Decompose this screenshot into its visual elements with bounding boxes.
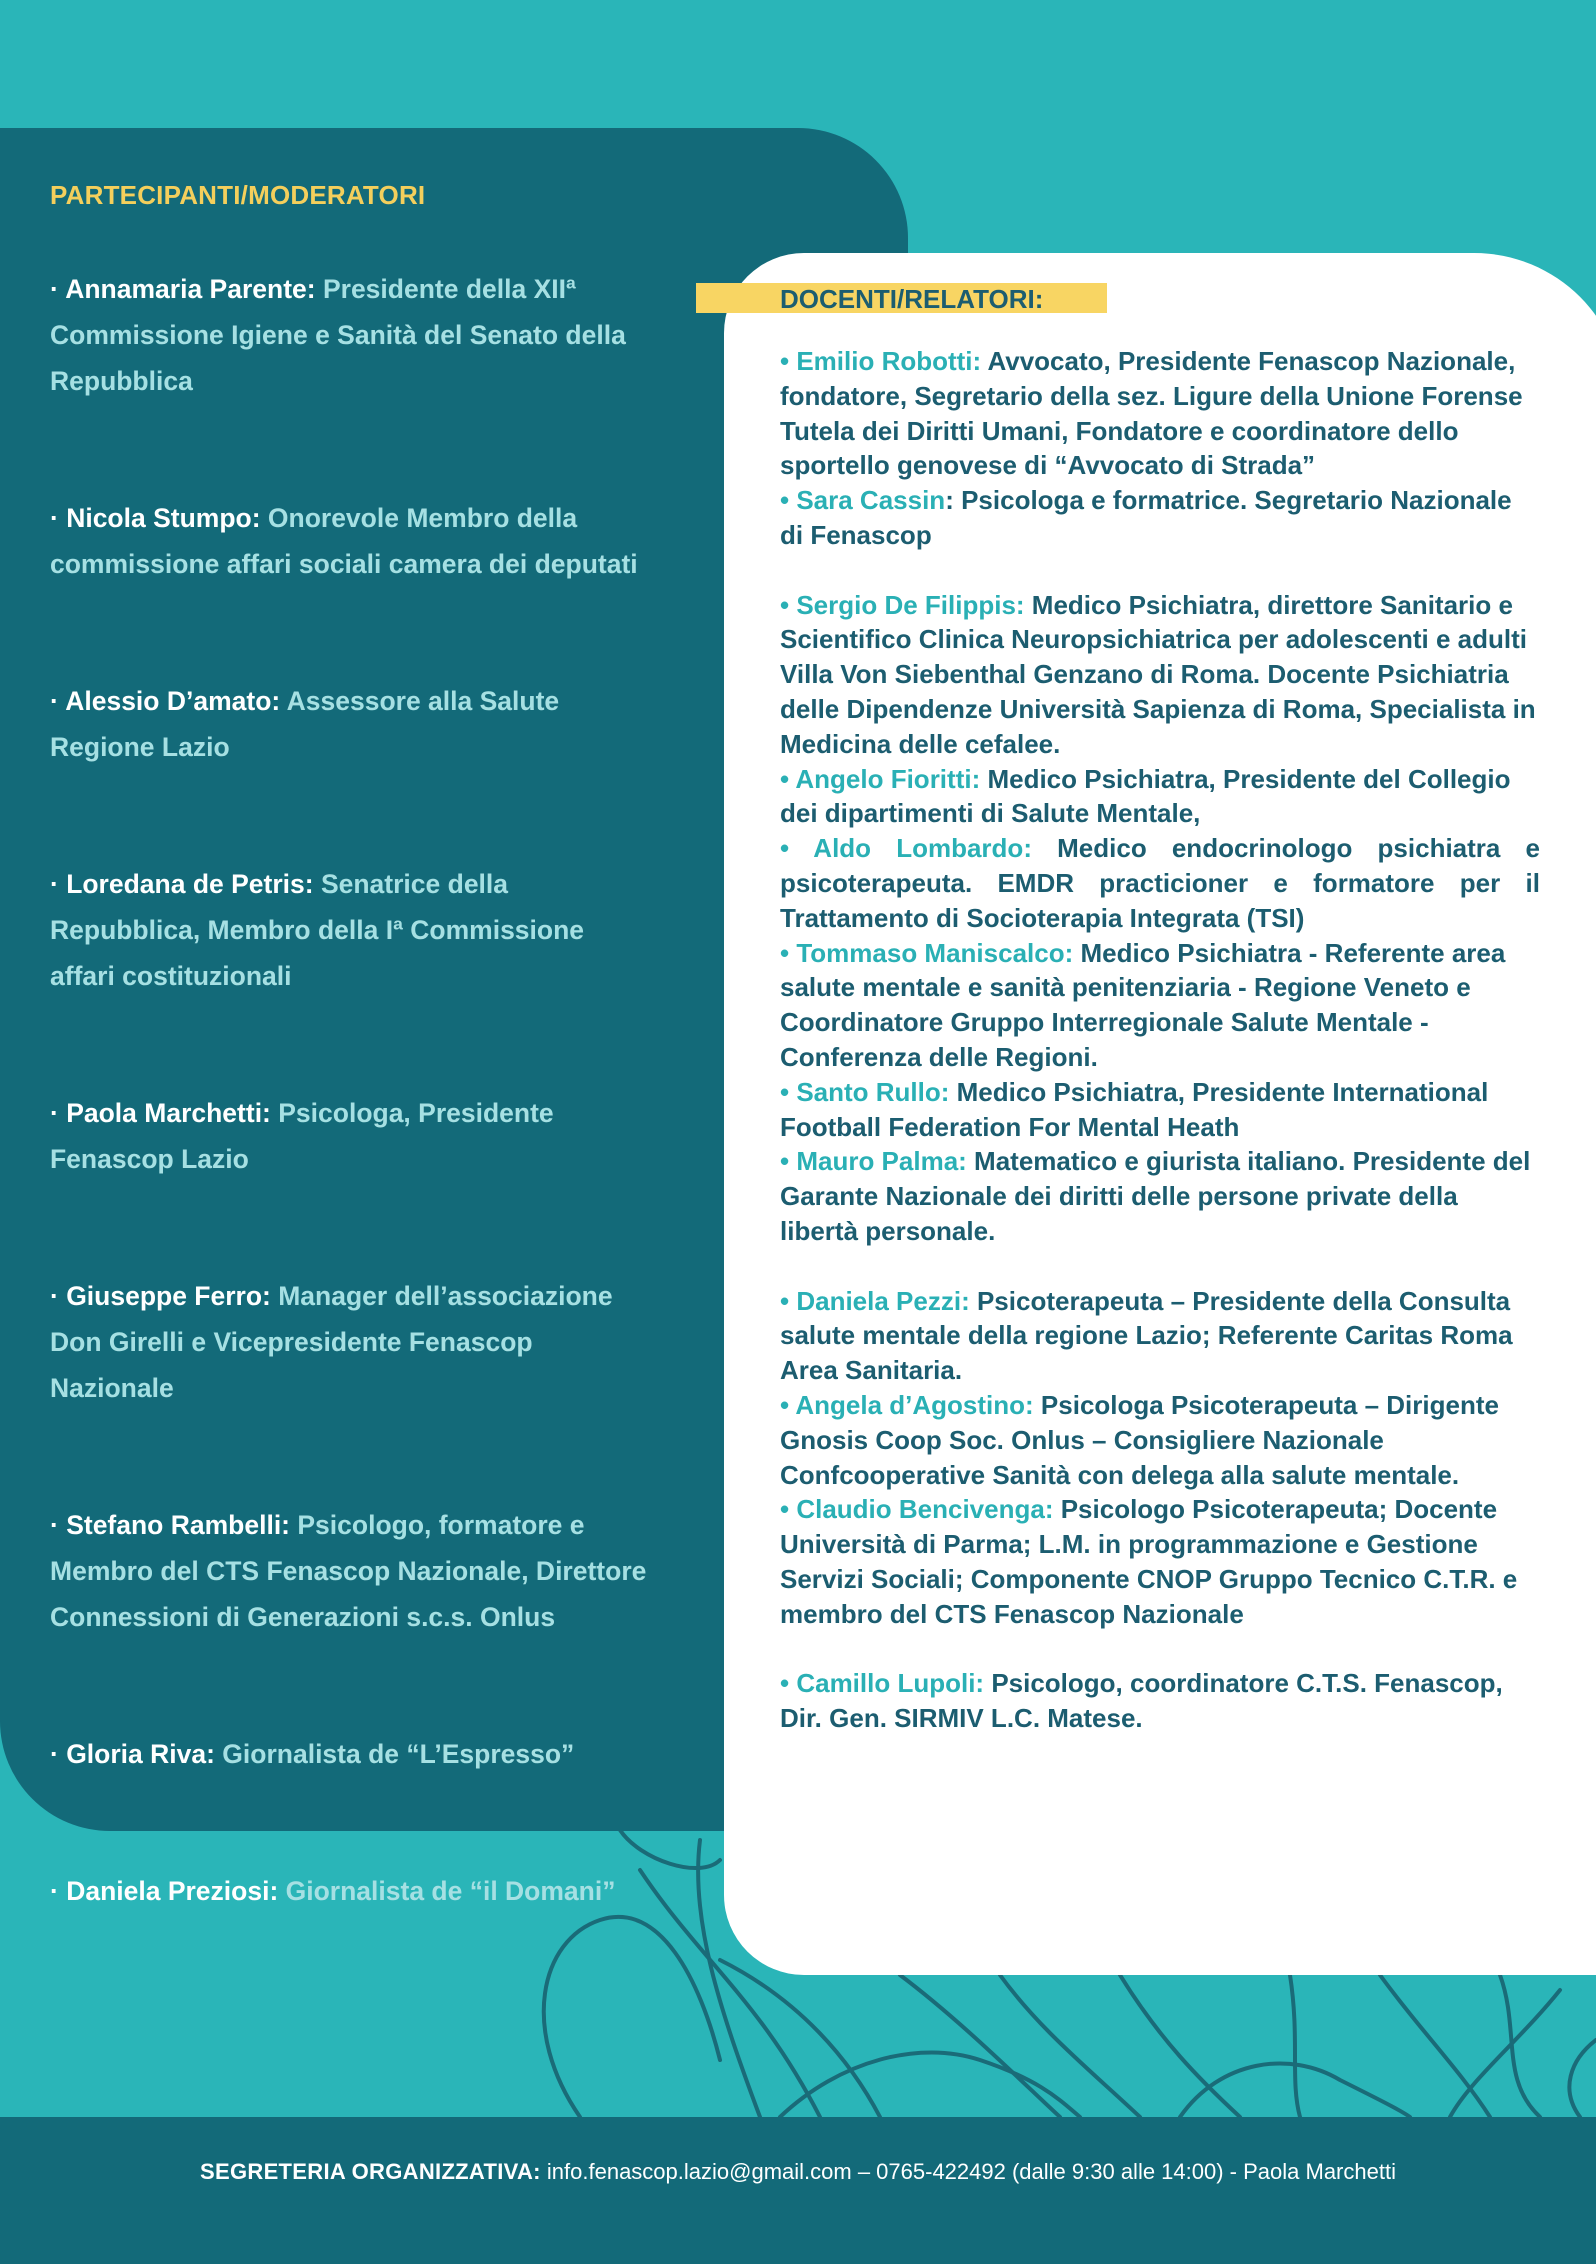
person-role: Manager dell’associazione Don Girelli e Vicepresidente Fenascop Nazionale [50, 1281, 613, 1403]
item-bullet: · [50, 1098, 67, 1128]
participant-item [50, 1502, 650, 1640]
item-bullet: • [780, 485, 797, 516]
participant-item [50, 495, 650, 587]
person-role: Assessore alla Salute Regione Lazio [50, 686, 560, 762]
person-name: Daniela Preziosi: [66, 1876, 279, 1906]
speaker-item [780, 936, 1540, 1075]
speaker-item [780, 588, 1540, 762]
person-name: Angela d’Agostino: [795, 1389, 1034, 1420]
speaker-item [780, 1388, 1540, 1492]
person-role: Psicologo, formatore e Membro del CTS Fenascop Nazionale, Direttore Connessioni di Generazioni s.c.s. Onlus [50, 1510, 647, 1632]
person-role: Avvocato, Presidente Fenascop Nazionale, fondatore, Segretario della sez. Ligure della Unione Forense Tutela dei Diritti Umani, Fondatore e coordinatore dello sportello genovese di “Avvocato di Strada” [780, 346, 1523, 481]
person-role: Medico Psichiatra, Presidente del Collegio dei dipartimenti di Salute Mentale, [780, 763, 1511, 829]
item-bullet: • [780, 1076, 797, 1107]
speaker-item [780, 483, 1540, 553]
person-name: Loredana de Petris: [66, 869, 314, 899]
speaker-item [780, 344, 1540, 483]
footer-contact [0, 2159, 1596, 2185]
item-bullet: · [50, 274, 66, 304]
speaker-item [780, 1666, 1540, 1736]
item-bullet: · [50, 1510, 67, 1540]
item-bullet: • [780, 1494, 797, 1525]
person-name: Angelo Fioritti: [795, 763, 981, 794]
person-role: Senatrice della Repubblica, Membro della Iª Commissione affari costituzionali [50, 869, 585, 991]
person-name: Stefano Rambelli: [66, 1510, 291, 1540]
person-role: Giornalista de “L’Espresso” [214, 1739, 575, 1769]
item-bullet: · [50, 869, 67, 899]
item-bullet: · [50, 686, 66, 716]
participant-item [50, 1090, 650, 1182]
item-bullet: · [50, 503, 67, 533]
person-name: Sergio De Filippis: [796, 589, 1025, 620]
participants-title: PARTECIPANTI/MODERATORI [50, 180, 426, 210]
item-bullet: • [780, 763, 796, 794]
person-role: Matematico e giurista italiano. Presidente del Garante Nazionale dei diritti delle persone private della libertà personale. [780, 1146, 1531, 1246]
person-role: Psicologa Psicoterapeuta – Dirigente Gnosis Coop Soc. Onlus – Consigliere Nazionale Confcooperative Sanità con delega alla salute mentale. [780, 1389, 1499, 1490]
item-bullet: • [780, 937, 797, 968]
person-name: Gloria Riva: [66, 1739, 215, 1769]
item-bullet: • [780, 589, 797, 620]
person-role: Medico endocrinologo psichiatra e psicoterapeuta. EMDR practicioner e formatore per il Trattamento di Socioterapia Integrata (TSI) [780, 833, 1540, 933]
participant-item [50, 1731, 650, 1777]
speakers-title: DOCENTI/RELATORI: [780, 284, 1044, 314]
person-name: Tommaso Maniscalco: [796, 937, 1074, 968]
item-bullet: · [50, 1281, 67, 1311]
footer-bar [0, 2117, 1596, 2264]
person-name: Aldo Lombardo: [813, 833, 1032, 864]
participant-item [50, 678, 650, 770]
person-role: : Psicologa e formatrice. Segretario Nazionale di Fenascop [780, 485, 1512, 550]
person-name: Santo Rullo: [796, 1076, 950, 1107]
person-role: Presidente della XIIª Commissione Igiene e Sanità del Senato della Repubblica [50, 274, 626, 396]
item-bullet: • [780, 1285, 797, 1316]
person-name: Camillo Lupoli: [796, 1668, 985, 1699]
item-bullet: · [50, 1739, 67, 1769]
person-name: Daniela Pezzi: [796, 1285, 970, 1316]
person-role: Psicoterapeuta – Presidente della Consulta salute mentale della regione Lazio; Referente Caritas Roma Area Sanitaria. [780, 1285, 1513, 1386]
item-bullet: · [50, 1876, 67, 1906]
participant-item [50, 266, 650, 404]
participants-list [50, 266, 650, 1914]
person-role: Medico Psichiatra - Referente area salute mentale e sanità penitenziaria - Regione Veneto e Coordinatore Gruppo Interregionale Salute Mentale - Conferenza delle Regioni. [780, 937, 1506, 1072]
person-name: Sara Cassin [796, 485, 946, 516]
speaker-item [780, 1144, 1540, 1248]
person-name: Annamaria Parente: [65, 274, 316, 304]
item-bullet: • [780, 833, 814, 864]
footer-details: info.fenascop.lazio@gmail.com – 0765-422492 (dalle 9:30 alle 14:00) - Paola Marchetti [540, 2159, 1396, 2184]
speaker-item [780, 1284, 1540, 1388]
participant-item [50, 861, 650, 999]
item-bullet: • [780, 1389, 796, 1420]
speaker-item [780, 831, 1540, 935]
participant-item [50, 1273, 650, 1411]
person-role: Medico Psichiatra, Presidente International Football Federation For Mental Heath [780, 1076, 1489, 1142]
person-name: Emilio Robotti: [796, 346, 982, 376]
person-role: Giornalista de “il Domani” [278, 1876, 616, 1906]
person-name: Paola Marchetti: [66, 1098, 271, 1128]
person-role: Psicologa, Presidente Fenascop Lazio [50, 1098, 554, 1174]
person-role: Onorevole Membro della commissione affari sociali camera dei deputati [50, 503, 638, 579]
person-name: Giuseppe Ferro: [66, 1281, 271, 1311]
person-name: Claudio Bencivenga: [796, 1494, 1054, 1525]
person-role: Psicologo Psicoterapeuta; Docente Università di Parma; L.M. in programmazione e Gestione Servizi Sociali; Componente CNOP Gruppo Tecnico C.T.R. e membro del CTS Fenascop Nazionale [780, 1494, 1518, 1629]
item-bullet: • [780, 1668, 797, 1699]
footer-label: SEGRETERIA ORGANIZZATIVA: [200, 2159, 541, 2184]
person-role: Psicologo, coordinatore C.T.S. Fenascop, Dir. Gen. SIRMIV L.C. Matese. [780, 1668, 1503, 1734]
person-name: Mauro Palma: [796, 1146, 967, 1177]
speakers-list [780, 344, 1540, 1736]
item-bullet: • [780, 346, 797, 376]
item-bullet: • [780, 1146, 797, 1177]
person-role: Medico Psichiatra, direttore Sanitario e Scientifico Clinica Neuropsichiatrica per adolescenti e adulti Villa Von Siebenthal Genzano di Roma. Docente Psichiatria delle Dipendenze Università Sapienza di Roma, Specialista in Medicina delle cefalee. [780, 589, 1536, 759]
speaker-item [780, 1492, 1540, 1631]
person-name: Alessio D’amato: [65, 686, 281, 716]
participant-item [50, 1868, 650, 1914]
speaker-item [780, 1075, 1540, 1145]
person-name: Nicola Stumpo: [66, 503, 261, 533]
speaker-item [780, 762, 1540, 832]
